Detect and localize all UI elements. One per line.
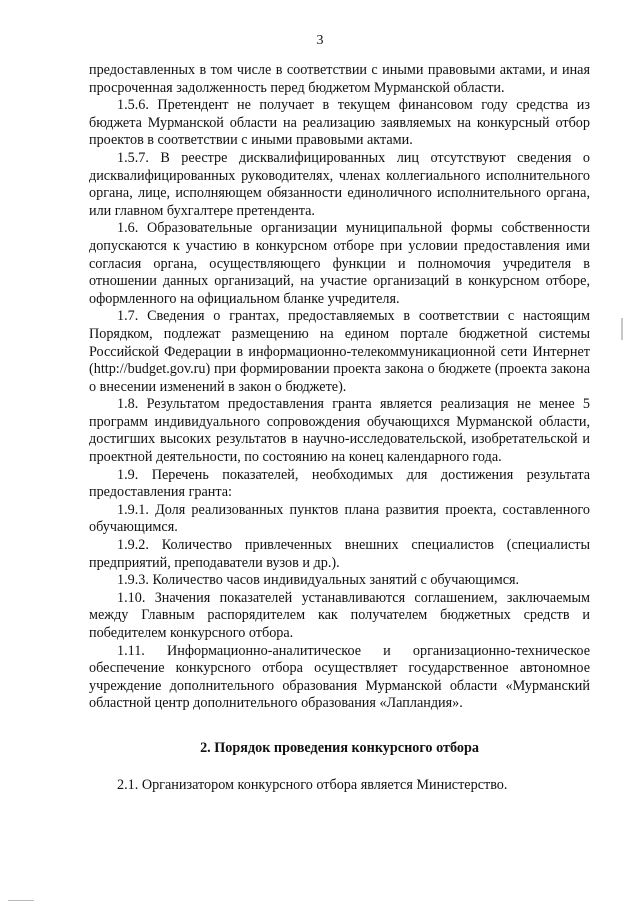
paragraph-1-9-3: 1.9.3. Количество часов индивидуальных занятий с обучающимся. — [117, 572, 520, 589]
paragraph-1-8: 1.8. Результатом предоставления гранта является реализация не менее 5 программ индивидуального сопровождения обучающихся Мурманской области, достигших высоких результатов в научно-исследовательской, изобретательской и проектной деятельности, по состоянию на конец календарного года. — [89, 396, 590, 466]
paragraph-1-11: 1.11. Информационно-аналитическое и организационно-техническое обеспечение конкурсного отбора осуществляет государственное автономное учреждение дополнительного образования Мурманской области «Мурманский областной центр дополнительного образования «Лапландия». — [89, 642, 590, 712]
paragraph-2-1: 2.1. Организатором конкурсного отбора является Министерство. — [117, 776, 508, 793]
paragraph-1-5-6: 1.5.6. Претендент не получает в текущем финансовом году средства из бюджета Мурманской области на реализацию заявляемых на конкурсный отбор проектов в соответствии с иными правовыми актами. — [89, 97, 590, 149]
document-body — [89, 62, 590, 795]
paragraph-1-6: 1.6. Образовательные организации муниципальной формы собственности допускаются к участию в конкурсном отборе при условии предоставления ими согласия органа, осуществляющего функции и полномочия учредителя в отношении данных организаций, на участие организаций в конкурсном отборе, оформленного на официальном бланке учредителя. — [89, 220, 590, 307]
paragraph-1-9-2: 1.9.2. Количество привлеченных внешних специалистов (специалисты предприятий, преподаватели вузов и др.). — [89, 537, 590, 571]
scan-footer-mark — [8, 900, 34, 901]
paragraph-continuation: предоставленных в том числе в соответствии с иными правовыми актами, и иная просроченная задолженность перед бюджетом Мурманской области. — [89, 62, 590, 96]
paragraph-1-9: 1.9. Перечень показателей, необходимых для достижения результата предоставления гранта: — [89, 466, 590, 501]
paragraph-1-9-1: 1.9.1. Доля реализованных пунктов плана развития проекта, составленного обучающимся. — [89, 501, 590, 536]
page-number: 3 — [316, 33, 324, 48]
paragraph-1-7: 1.7. Сведения о грантах, предоставляемых в соответствии с настоящим Порядком, подлежат размещению на едином портале бюджетной системы Российской Федерации в информационно-телекоммуникационной сети Интернет (http://budget.gov.ru) при формировании проекта закона о бюджете (проекта закона о внесении изменений в закон о бюджете). — [89, 308, 590, 395]
paragraph-1-5-7: 1.5.7. В реестре дисквалифицированных лиц отсутствуют сведения о дисквалифицированных руководителях, членах коллегиального исполнительного органа, лице, исполняющем обязанности единоличного исполнительного органа, или главном бухгалтере претендента. — [89, 149, 590, 219]
paragraph-1-10: 1.10. Значения показателей устанавливаются соглашением, заключаемым между Главным распорядителем как получателем бюджетных средств и победителем конкурсного отбора. — [89, 589, 590, 641]
scan-margin-mark — [621, 318, 623, 340]
section-heading: 2. Порядок проведения конкурсного отбора — [200, 739, 479, 756]
